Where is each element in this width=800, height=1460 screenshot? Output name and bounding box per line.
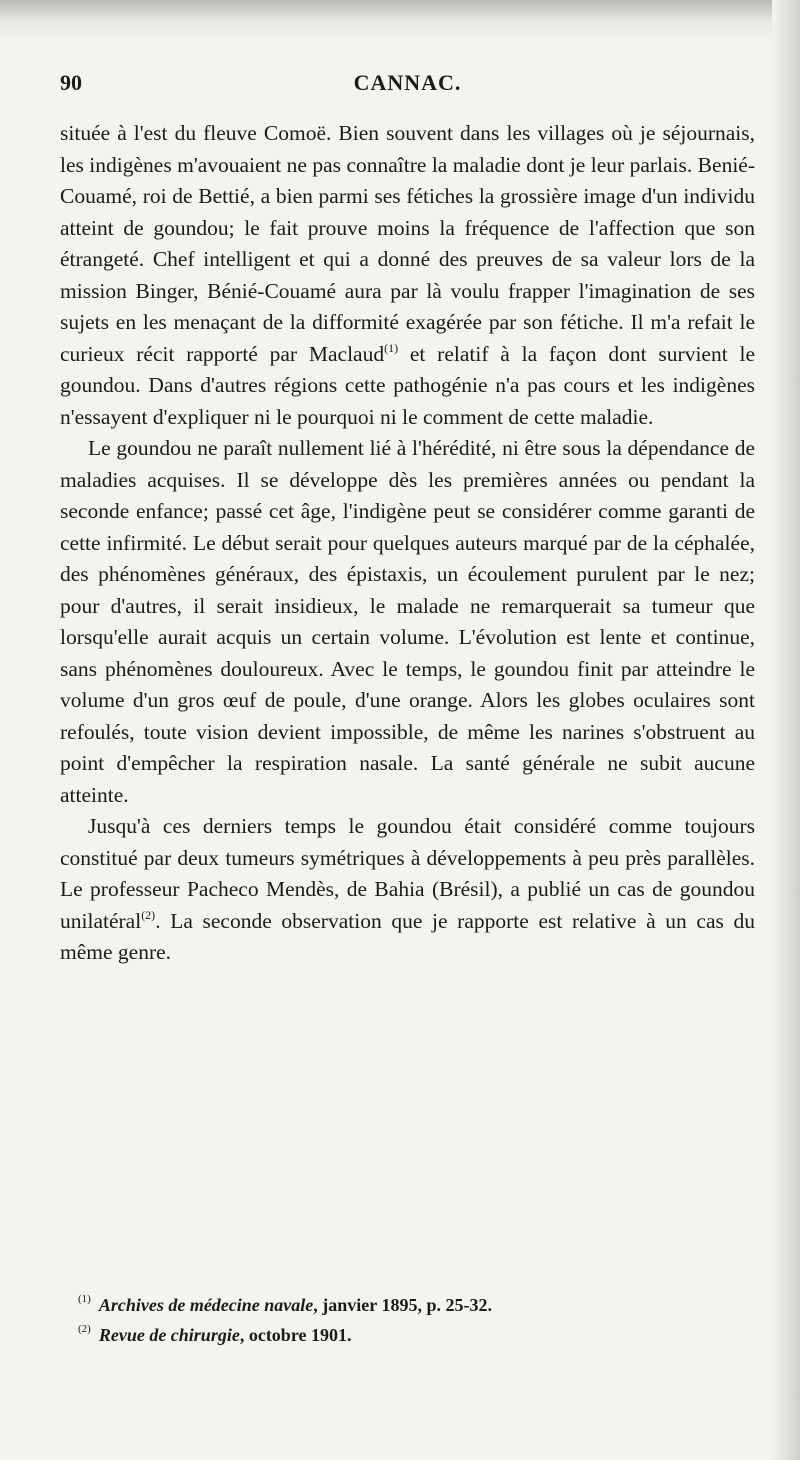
book-page [60, 70, 755, 969]
footnote-citation-detail: , janvier 1895, p. 25-32. [313, 1295, 492, 1315]
footnotes [78, 1290, 718, 1350]
footnote [78, 1290, 718, 1320]
text-run: Le goundou ne paraît nullement lié à l'hérédité, ni être sous la dépendance de maladies acquises. Il se développe dès les premières années ou pendant la seconde enfance; passé cet âge, l'indigène peut se considérer comme garanti de cette infirmité. Le début serait pour quelques auteurs marqué par de la céphalée, des phénomènes généraux, des épistaxis, un écoulement purulent par le nez; pour d'autres, il serait insidieux, le malade ne remarquerait sa tumeur que lorsqu'elle aurait acquis un certain volume. L'évolution est lente et continue, sans phénomènes douloureux. Avec le temps, le goundou finit par atteindre le volume d'un gros œuf de poule, d'une orange. Alors les globes oculaires sont refoulés, toute vision devient impossible, de même les narines s'obstruent au point d'empêcher la respiration nasale. La santé générale ne subit aucune atteinte. [60, 436, 755, 807]
footnote-source-title: Revue de chirurgie [98, 1325, 240, 1345]
footnote-mark: (2) [78, 1323, 91, 1335]
text-run: Jusqu'à ces derniers temps le goundou était considéré comme toujours constitué par deux tumeurs symétriques à développements à peu près parallèles. Le professeur Pacheco Mendès, de Bahia (Brésil), a publié un cas de goundou unilatéral [60, 814, 755, 933]
scan-shadow-right [772, 0, 800, 1460]
paragraph [60, 811, 755, 969]
running-head: CANNAC. [353, 70, 462, 95]
body-text [60, 118, 755, 969]
footnote-reference[interactable]: (1) [384, 340, 399, 355]
text-run: . La seconde observation que je rapporte est relative à un cas du même genre. [60, 908, 755, 964]
paragraph [60, 118, 755, 433]
footnote-reference[interactable]: (2) [141, 907, 156, 922]
footnote-citation-detail: , octobre 1901. [239, 1325, 352, 1345]
footnote-mark: (1) [78, 1293, 91, 1305]
scan-shadow-top [0, 0, 800, 40]
page-header [60, 70, 755, 104]
footnote [78, 1320, 718, 1350]
paragraph [60, 433, 755, 811]
text-run: et relatif à la façon dont survient le goundou. Dans d'autres régions cette pathogénie n'a pas cours et les indigènes n'essayent d'expliquer ni le pourquoi ni le comment de cette maladie. [60, 341, 755, 429]
text-run: située à l'est du fleuve Comoë. Bien souvent dans les villages où je séjournais, les indigènes m'avouaient ne pas connaître la maladie dont je leur parlais. Benié-Couamé, roi de Bettié, a bien parmi ses fétiches la grossière image d'un individu atteint de goundou; le fait prouve moins la fréquence de l'affection que son étrangeté. Chef intelligent et qui a donné des preuves de sa valeur lors de la mission Binger, Bénié-Couamé aura par là voulu frapper l'imagination de ses sujets en les menaçant de la difformité exagérée par son fétiche. Il m'a refait le curieux récit rapporté par Maclaud [60, 121, 755, 366]
page-number: 90 [60, 70, 82, 95]
footnote-source-title: Archives de médecine navale [98, 1295, 314, 1315]
